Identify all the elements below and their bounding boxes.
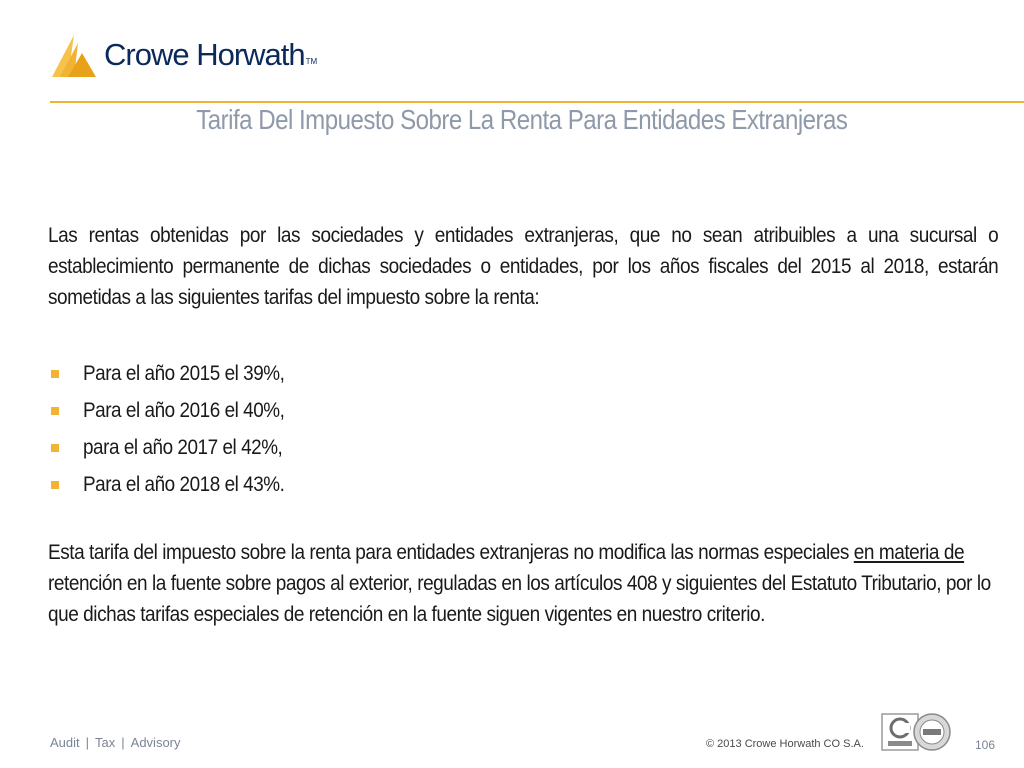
- list-item-text: para el año 2017 el 42%,: [83, 435, 283, 459]
- slide-title: Tarifa Del Impuesto Sobre La Renta Para Entidades Extranjeras: [196, 104, 848, 135]
- footer-separator: |: [121, 735, 125, 750]
- logo-trademark: TM: [305, 57, 318, 66]
- iqnet-certification-icon: [912, 712, 952, 752]
- page-number: 106: [975, 738, 996, 752]
- closing-paragraph: [48, 537, 998, 630]
- footer-services: [50, 735, 181, 750]
- list-item-text: Para el año 2016 el 40%,: [83, 398, 285, 422]
- tariff-list: [48, 355, 307, 503]
- square-bullet-icon: [51, 407, 59, 415]
- square-bullet-icon: [51, 444, 59, 452]
- list-item: [48, 429, 307, 466]
- logo-text: Crowe Horwath: [104, 37, 305, 72]
- intro-paragraph: Las rentas obtenidas por las sociedades y entidades extranjeras, que no sean atribuibles a una sucursal o establecimiento permanente de dichas sociedades o entidades, por los años fiscales del 2015 al 2018, estarán sometidas a las siguientes tarifas del impuesto sobre la renta:: [48, 224, 999, 309]
- closing-text-end: retención en la fuente sobre pagos al exterior, reguladas en los artículos 408 y siguientes del Estatuto Tributario, por lo que dichas tarifas especiales de retención en la fuente siguen vigentes en nuestro criterio.: [48, 572, 991, 626]
- crowe-horwath-logo: [50, 30, 330, 80]
- list-item-text: Para el año 2015 el 39%,: [83, 361, 285, 385]
- list-item: [48, 355, 307, 392]
- footer-service-tax: Tax: [95, 735, 116, 750]
- header-rule: [50, 101, 1024, 103]
- closing-text-start: Esta tarifa del impuesto sobre la renta para entidades extranjeras no modifica las normas especiales: [48, 541, 854, 564]
- square-bullet-icon: [51, 370, 59, 378]
- footer-service-audit: Audit: [50, 735, 80, 750]
- list-item-text: Para el año 2018 el 43%.: [83, 472, 285, 496]
- list-item: [48, 466, 307, 503]
- footer-separator: |: [85, 735, 90, 750]
- square-bullet-icon: [51, 481, 59, 489]
- list-item: [48, 392, 307, 429]
- footer-service-advisory: Advisory: [130, 735, 181, 750]
- footer-copyright: © 2013 Crowe Horwath CO S.A.: [706, 738, 864, 750]
- logo-mark-icon: [50, 31, 100, 79]
- closing-text-underlined: en materia de: [853, 541, 965, 564]
